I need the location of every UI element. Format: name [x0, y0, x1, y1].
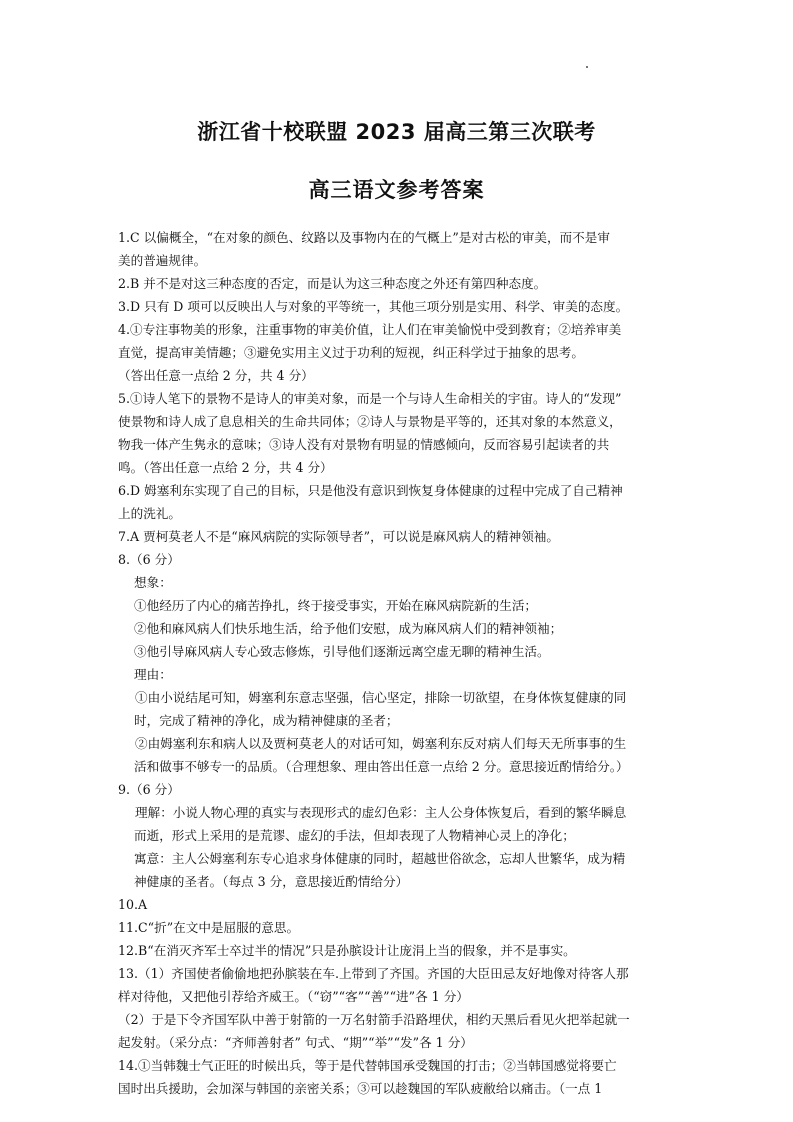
answer-line: ③他引导麻风病人专心致志修炼，引导他们逐渐远离空虚无聊的精神生活。: [134, 644, 550, 659]
answer-9: [118, 778, 683, 893]
answer-line: 使景物和诗人成了息息相关的生命共同体；②诗人与景物是平等的，还其对象的本然意义，: [118, 414, 622, 429]
answer-4: [118, 318, 683, 387]
answer-list: [118, 226, 683, 1100]
answer-line: 活和做事不够专一的品质。（合理想象、理由答出任意一点给 2 分。意思接近酌情给分。）: [134, 759, 629, 774]
answer-line: ②由姆塞利东和病人以及贾柯莫老人的对话可知，姆塞利东反对病人们每天无所事事的生: [135, 736, 627, 751]
answer-line: 理解：小说人物心理的真实与表现形式的虚幻色彩：主人公身体恢复后，看到的繁华瞬息: [135, 805, 627, 820]
scan-dot: [586, 66, 588, 68]
answer-13-part2: [118, 1008, 683, 1054]
answer-line: 12.B“在消灭齐军士卒过半的情况”只是孙膑设计让庞涓上当的假象，并不是事实。: [118, 943, 576, 958]
answer-line: 11.C“折”在文中是屈服的意思。: [118, 920, 300, 935]
answer-6: [118, 479, 683, 525]
answer-line: 5.①诗人笔下的景物不是诗人的审美对象，而是一个与诗人生命相关的宇宙。诗人的“发现”: [118, 391, 622, 406]
answer-12: [118, 939, 683, 962]
answer-line: ①他经历了内心的痛苦挣扎，终于接受事实，开始在麻风病院新的生活；: [134, 598, 537, 613]
answer-5: [118, 387, 683, 479]
answer-head: 8.（6 分）: [118, 552, 180, 567]
answer-line: 样对待他，又把他引荐给齐威王。（“窃”“客”“善”“进”各 1 分）: [118, 989, 469, 1004]
answer-line: 物我一体产生隽永的意味；③诗人没有对景物有明显的情感倾向，反而容易引起读者的共: [118, 437, 610, 452]
answer-line: 10.A: [118, 897, 148, 912]
answer-line: 4.①专注事物美的形象，注重事物的审美价值，让人们在审美愉悦中受到教育；②培养审美: [118, 322, 622, 337]
answer-line: 想象：: [134, 575, 172, 590]
answer-line: 国时出兵援助，会加深与韩国的亲密关系；③可以趁魏国的军队疲敝给以痛击。（一点 1: [118, 1081, 603, 1096]
answer-line: 神健康的圣者。（每点 3 分，意思接近酌情给分）: [134, 874, 409, 889]
answer-7: [118, 525, 683, 548]
exam-title: 浙江省十校联盟 2023 届高三第三次联考: [197, 120, 596, 144]
answer-line: 起发射。（采分点：“齐师善射者” 句式、“期”“举”“发”各 1 分）: [118, 1035, 473, 1050]
answer-line: 而逝，形式上采用的是荒谬、虚幻的手法，但却表现了人物精神心灵上的净化；: [134, 828, 575, 843]
answer-10: [118, 893, 683, 916]
answer-line: 直觉，提高审美情趣；③避免实用主义过于功利的短视，纠正科学过于抽象的思考。: [118, 345, 584, 360]
answer-line: 寓意：主人公姆塞利东专心追求身体健康的同时，超越世俗欲念，忘却人世繁华，成为精: [134, 851, 626, 866]
answer-2: [118, 272, 683, 295]
answer-line: （2）于是下令齐国军队中善于射箭的一万名射箭手沿路埋伏，相约天黑后看见火把举起就一: [118, 1012, 630, 1027]
answer-line: 上的洗礼。: [118, 506, 181, 521]
answer-line: 时，完成了精神的净化，成为精神健康的圣者；: [134, 713, 399, 728]
answer-3: [118, 295, 683, 318]
answer-line: 1.C 以偏概全，“在对象的颜色、纹路以及事物内在的气概上”是对古松的审美，而不是审: [118, 230, 610, 245]
answer-line: 13.（1）齐国使者偷偷地把孙膑装在车.上带到了齐国。齐国的大臣田忌友好地像对待客人那: [118, 966, 629, 981]
answer-line: 美的普遍规律。: [118, 253, 207, 268]
answer-line: 14.①当韩魏士气正旺的时候出兵，等于是代替韩国承受魏国的打击；②当韩国感觉将要亡: [118, 1058, 617, 1073]
answer-line: 6.D 姆塞利东实现了自己的目标，只是他没有意识到恢复身体健康的过程中完成了自己精神: [118, 483, 623, 498]
answer-14: [118, 1054, 683, 1100]
page-subtitle: 高三语文参考答案: [308, 178, 485, 202]
answer-line: （答出任意一点给 2 分，共 4 分）: [118, 368, 314, 383]
answer-head: 9.（6 分）: [118, 782, 180, 797]
answer-line: ②他和麻风病人们快乐地生活，给予他们安慰，成为麻风病人们的精神领袖；: [134, 621, 563, 636]
answer-line: ①由小说结尾可知，姆塞利东意志坚强，信心坚定，排除一切欲望，在身体恢复健康的同: [135, 690, 627, 705]
answer-11: [118, 916, 683, 939]
answer-line: 理由：: [134, 667, 172, 682]
answer-13-part1: [118, 962, 683, 1008]
answer-line: 7.A 贾柯莫老人不是“麻风病院的实际领导者”，可以说是麻风病人的精神领袖。: [118, 529, 559, 544]
answer-8: [118, 548, 683, 778]
answer-line: 3.D 只有 D 项可以反映出人与对象的平等统一，其他三项分别是实用、科学、审美的态度。: [118, 299, 629, 314]
answer-line: 2.B 并不是对这三种态度的否定，而是认为这三种态度之外还有第四种态度。: [118, 276, 547, 291]
answer-1: [118, 226, 683, 272]
answer-line: 鸣。（答出任意一点给 2 分，共 4 分）: [118, 460, 333, 475]
